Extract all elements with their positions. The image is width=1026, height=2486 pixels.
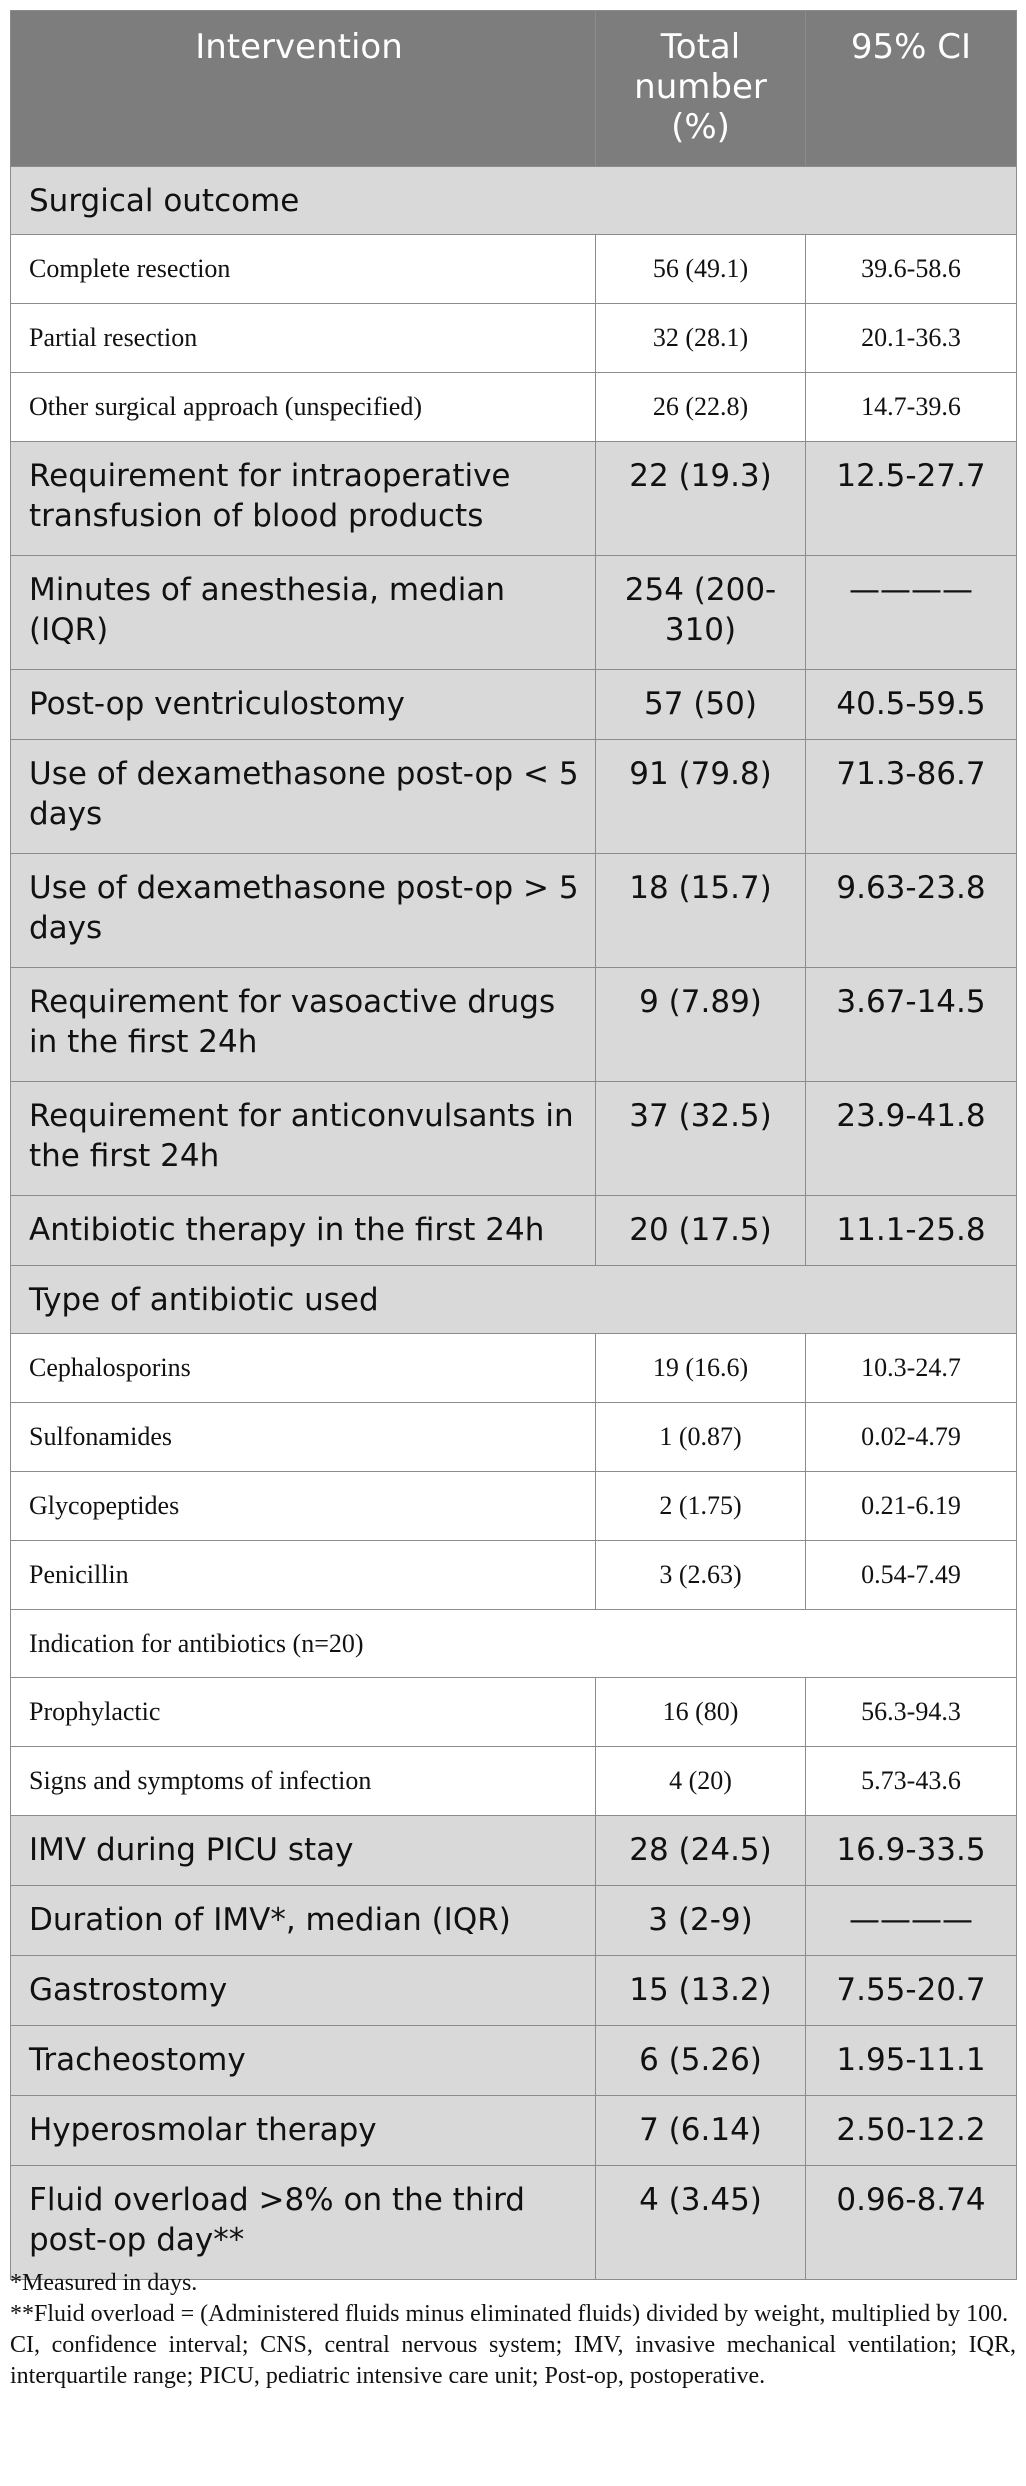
row-label: Post-op ventriculostomy xyxy=(11,670,596,740)
row-total: 18 (15.7) xyxy=(596,854,806,968)
header-total-number: Total number (%) xyxy=(596,11,806,167)
row-label: Glycopeptides xyxy=(11,1472,596,1541)
row-total: 3 (2.63) xyxy=(596,1541,806,1610)
row-ci: 0.96-8.74 xyxy=(806,2166,1017,2280)
row-total: 91 (79.8) xyxy=(596,740,806,854)
table-row xyxy=(11,1816,1017,1886)
table-row xyxy=(11,2166,1017,2280)
row-ci: 0.54-7.49 xyxy=(806,1541,1017,1610)
row-ci: 9.63-23.8 xyxy=(806,854,1017,968)
row-total: 57 (50) xyxy=(596,670,806,740)
table-row xyxy=(11,1747,1017,1816)
row-ci: ———— xyxy=(806,1886,1017,1956)
row-total: 4 (3.45) xyxy=(596,2166,806,2280)
row-total: 3 (2-9) xyxy=(596,1886,806,1956)
section-row-antibiotic-indication xyxy=(11,1610,1017,1678)
row-label: Fluid overload >8% on the third post-op day** xyxy=(11,2166,596,2280)
row-ci: 0.21-6.19 xyxy=(806,1472,1017,1541)
row-label: IMV during PICU stay xyxy=(11,1816,596,1886)
row-label: Duration of IMV*, median (IQR) xyxy=(11,1886,596,1956)
row-label: Antibiotic therapy in the first 24h xyxy=(11,1196,596,1266)
row-total: 16 (80) xyxy=(596,1678,806,1747)
table-row xyxy=(11,1886,1017,1956)
row-label: Use of dexamethasone post-op > 5 days xyxy=(11,854,596,968)
table-row xyxy=(11,304,1017,373)
table-row xyxy=(11,1956,1017,2026)
row-total: 2 (1.75) xyxy=(596,1472,806,1541)
section-row-antibiotic-type xyxy=(11,1266,1017,1334)
row-ci: 3.67-14.5 xyxy=(806,968,1017,1082)
row-ci: 1.95-11.1 xyxy=(806,2026,1017,2096)
table-row xyxy=(11,1678,1017,1747)
table-row xyxy=(11,854,1017,968)
row-total: 20 (17.5) xyxy=(596,1196,806,1266)
row-total: 4 (20) xyxy=(596,1747,806,1816)
row-total: 9 (7.89) xyxy=(596,968,806,1082)
row-ci: 10.3-24.7 xyxy=(806,1334,1017,1403)
row-label: Complete resection xyxy=(11,235,596,304)
row-ci: 2.50-12.2 xyxy=(806,2096,1017,2166)
table-row xyxy=(11,235,1017,304)
section-label: Type of antibiotic used xyxy=(11,1266,1017,1334)
row-total: 28 (24.5) xyxy=(596,1816,806,1886)
table-row xyxy=(11,740,1017,854)
row-ci: 23.9-41.8 xyxy=(806,1082,1017,1196)
header-intervention: Intervention xyxy=(11,11,596,167)
table-row xyxy=(11,1541,1017,1610)
footnote-abbreviations: CI, confidence interval; CNS, central nervous system; IMV, invasive mechanical ventilation; IQR, interquartile range; PICU, pediatric intensive care unit; Post-op, postoperative. xyxy=(10,2332,1016,2389)
row-total: 15 (13.2) xyxy=(596,1956,806,2026)
header-95-ci: 95% CI xyxy=(806,11,1017,167)
row-ci: 0.02-4.79 xyxy=(806,1403,1017,1472)
row-label: Requirement for intraoperative transfusion of blood products xyxy=(11,442,596,556)
section-label: Indication for antibiotics (n=20) xyxy=(11,1610,1017,1678)
row-ci: 5.73-43.6 xyxy=(806,1747,1017,1816)
intervention-table xyxy=(10,10,1017,2280)
row-label: Minutes of anesthesia, median (IQR) xyxy=(11,556,596,670)
row-ci: 14.7-39.6 xyxy=(806,373,1017,442)
row-label: Partial resection xyxy=(11,304,596,373)
table-row xyxy=(11,1472,1017,1541)
row-ci: 16.9-33.5 xyxy=(806,1816,1017,1886)
row-total: 56 (49.1) xyxy=(596,235,806,304)
row-label: Other surgical approach (unspecified) xyxy=(11,373,596,442)
row-label: Penicillin xyxy=(11,1541,596,1610)
row-total: 254 (200-310) xyxy=(596,556,806,670)
table-row xyxy=(11,968,1017,1082)
row-ci: ———— xyxy=(806,556,1017,670)
table-row xyxy=(11,670,1017,740)
row-ci: 7.55-20.7 xyxy=(806,1956,1017,2026)
section-label: Surgical outcome xyxy=(11,167,1017,235)
table-row xyxy=(11,1196,1017,1266)
row-total: 26 (22.8) xyxy=(596,373,806,442)
row-ci: 39.6-58.6 xyxy=(806,235,1017,304)
row-ci: 12.5-27.7 xyxy=(806,442,1017,556)
row-label: Tracheostomy xyxy=(11,2026,596,2096)
row-label: Use of dexamethasone post-op < 5 days xyxy=(11,740,596,854)
row-total: 1 (0.87) xyxy=(596,1403,806,1472)
row-ci: 40.5-59.5 xyxy=(806,670,1017,740)
row-label: Prophylactic xyxy=(11,1678,596,1747)
row-label: Requirement for anticonvulsants in the first 24h xyxy=(11,1082,596,1196)
table-row xyxy=(11,1334,1017,1403)
row-label: Signs and symptoms of infection xyxy=(11,1747,596,1816)
table-row xyxy=(11,2026,1017,2096)
footnote-fluid-overload: **Fluid overload = (Administered fluids minus eliminated fluids) divided by weight, multiplied by 100. xyxy=(10,2301,1009,2327)
row-total: 37 (32.5) xyxy=(596,1082,806,1196)
table-header-row xyxy=(11,11,1017,167)
table-footnotes xyxy=(10,2268,1016,2392)
table-row xyxy=(11,442,1017,556)
row-label: Sulfonamides xyxy=(11,1403,596,1472)
row-ci: 11.1-25.8 xyxy=(806,1196,1017,1266)
row-label: Gastrostomy xyxy=(11,1956,596,2026)
table-row xyxy=(11,1403,1017,1472)
table-row xyxy=(11,556,1017,670)
row-total: 7 (6.14) xyxy=(596,2096,806,2166)
section-row-surgical-outcome xyxy=(11,167,1017,235)
row-total: 6 (5.26) xyxy=(596,2026,806,2096)
table-row xyxy=(11,2096,1017,2166)
footnote-measured-in-days: *Measured in days. xyxy=(10,2270,198,2296)
row-total: 22 (19.3) xyxy=(596,442,806,556)
row-total: 19 (16.6) xyxy=(596,1334,806,1403)
row-ci: 71.3-86.7 xyxy=(806,740,1017,854)
row-label: Requirement for vasoactive drugs in the first 24h xyxy=(11,968,596,1082)
row-ci: 20.1-36.3 xyxy=(806,304,1017,373)
row-ci: 56.3-94.3 xyxy=(806,1678,1017,1747)
row-total: 32 (28.1) xyxy=(596,304,806,373)
row-label: Cephalosporins xyxy=(11,1334,596,1403)
table-row xyxy=(11,373,1017,442)
row-label: Hyperosmolar therapy xyxy=(11,2096,596,2166)
table-row xyxy=(11,1082,1017,1196)
